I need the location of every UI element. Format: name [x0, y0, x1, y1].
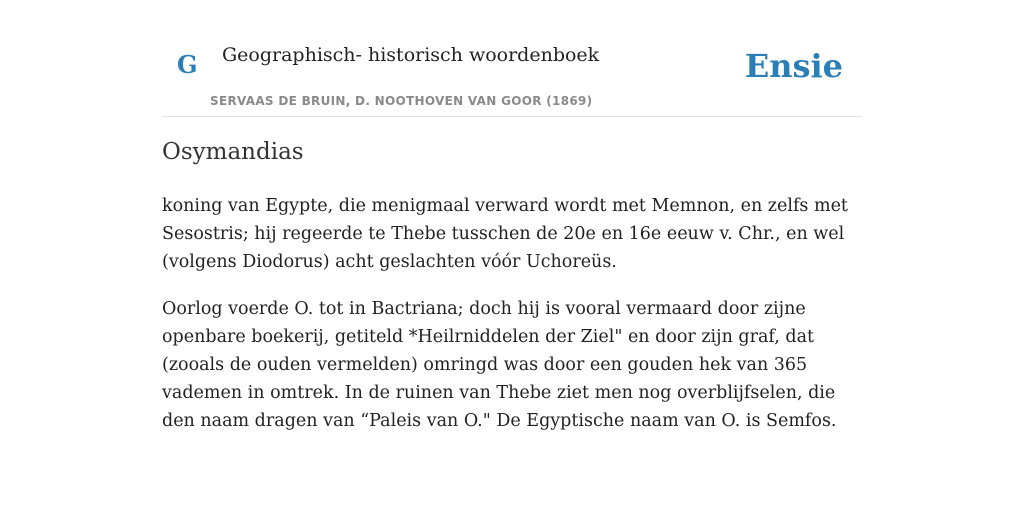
- book-header: [162, 0, 862, 117]
- entry-paragraph: koning van Egypte, die menigmaal verward wordt met Memnon, en zelfs met Sesostris; hij regeerde te Thebe tusschen de 20e en 16e eeuw v. Chr., en wel (volgens Diodorus) acht geslachten vóór Uchoreüs.: [162, 196, 848, 272]
- book-author: SERVAAS DE BRUIN, D. NOOTHOVEN VAN GOOR (1869): [210, 94, 593, 108]
- entry-title: Osymandias: [162, 139, 304, 165]
- brand-logo-link[interactable]: Ensie: [744, 47, 843, 85]
- entry-body: [162, 192, 862, 454]
- entry-paragraph: Oorlog voerde O. tot in Bactriana; doch hij is vooral vermaard door zijne openbare boekerij, getiteld *Heilrniddelen der Ziel" en door zijn graf, dat (zooals de ouden vermelden) omringd was door een gouden hek van 365 vademen in omtrek. In de ruinen van Thebe ziet men nog overblijfselen, die den naam dragen van “Paleis van O." De Egyptische naam van O. is Semfos.: [162, 299, 837, 431]
- book-letter-icon[interactable]: G: [177, 50, 198, 79]
- book-title-link[interactable]: Geographisch- historisch woordenboek: [222, 44, 600, 66]
